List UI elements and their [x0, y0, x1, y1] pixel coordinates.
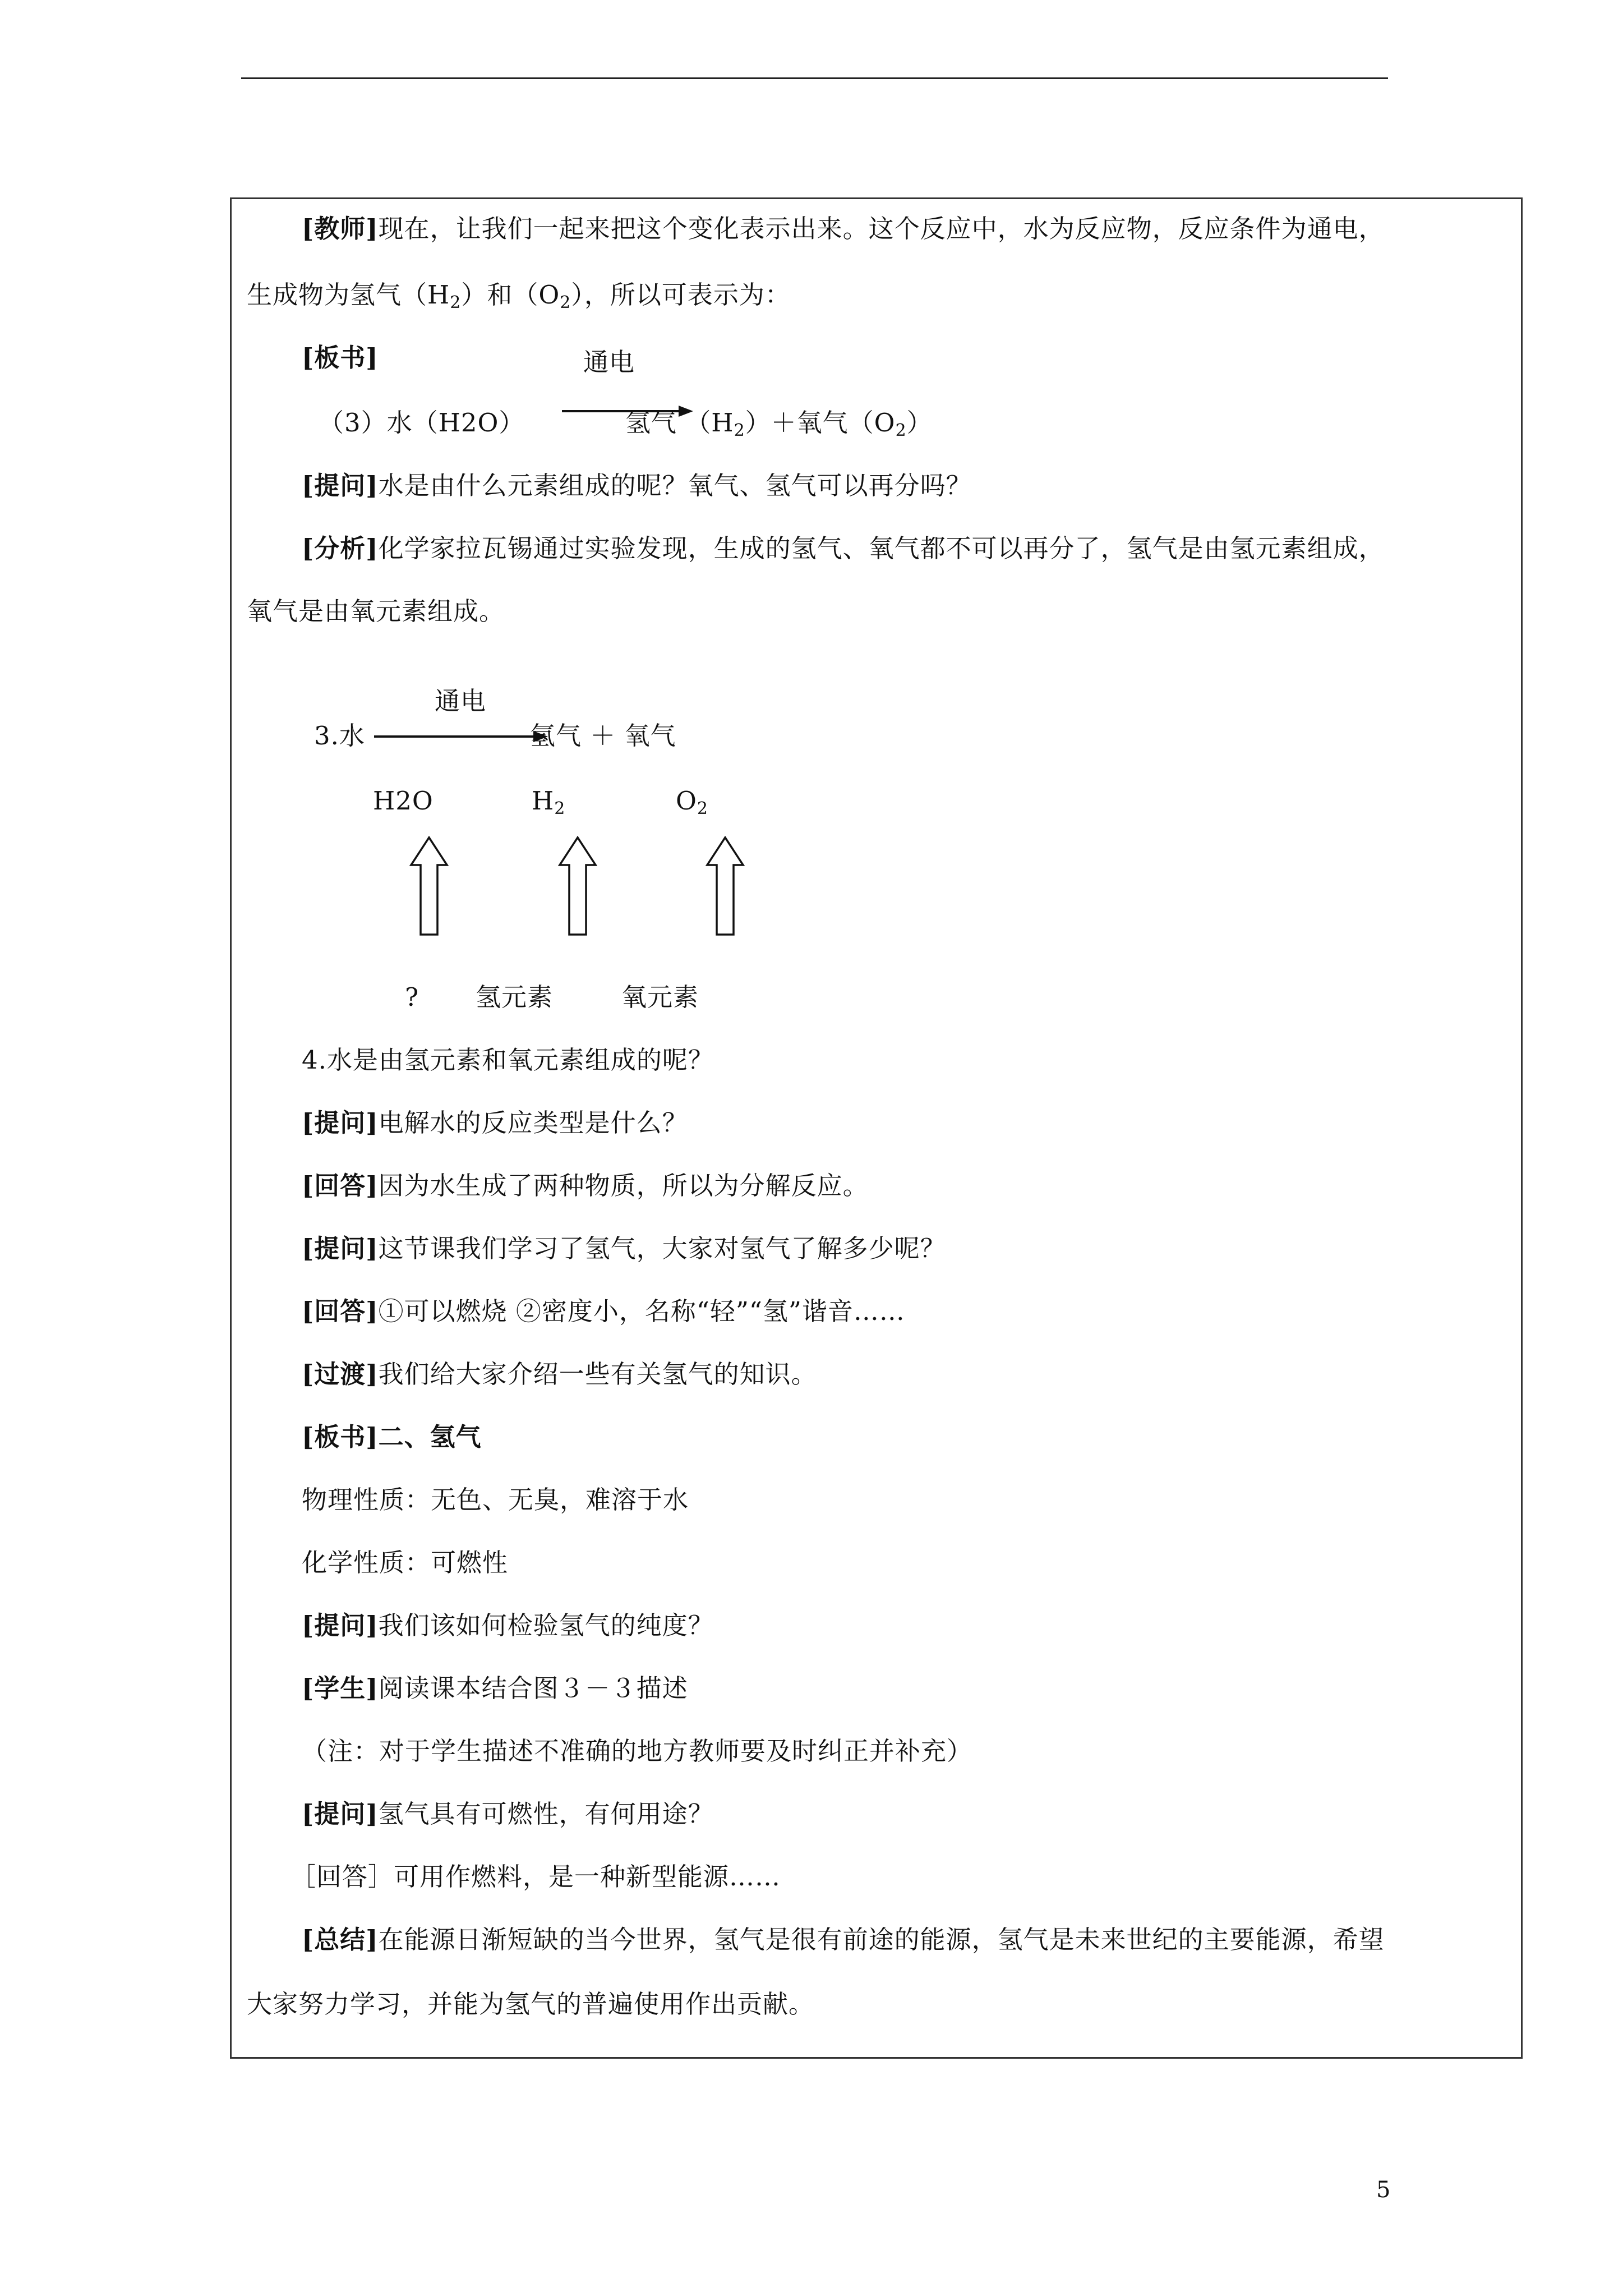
paragraph-summary-continued: 大家努力学习，并能为氢气的普遍使用作出贡献。: [247, 1989, 815, 2019]
paragraph-note: （注：对于学生描述不准确的地方教师要及时纠正并补充）: [302, 1736, 973, 1766]
paragraph-student: [学生]阅读课本结合图３－３描述: [302, 1673, 688, 1703]
label-hydrogen-element: 氢元素: [476, 982, 554, 1012]
paragraph-teacher-continued: 生成物为氢气$(H_2)$和$(O_2)$，所以可表示为：: [247, 280, 791, 312]
paragraph-board-1: [302, 342, 379, 374]
paragraph-teacher: [302, 213, 1385, 245]
reaction-right-2: 氢气 ＋ 氧气: [530, 721, 676, 751]
section-heading-hydrogen: [板书]二、氢气: [302, 1422, 482, 1452]
up-arrow-hydrogen: [558, 836, 597, 937]
tag-question: [提问]: [302, 471, 379, 500]
reaction-left-1: （3）水（H2O）: [319, 408, 525, 438]
paragraph-question-1: [提问]水是由什么元素组成的呢？氧气、氢气可以再分吗？: [302, 471, 972, 500]
reaction-arrow-2: [373, 728, 550, 745]
tag-analysis: [分析]: [302, 533, 379, 563]
paragraph-question-5: [提问]氢气具有可燃性，有何用途？: [302, 1799, 714, 1829]
up-arrow-oxygen: [706, 836, 745, 937]
paragraph-answer-3: ［回答］可用作燃料，是一种新型能源……: [291, 1862, 781, 1892]
paragraph-question-2: [提问]电解水的反应类型是什么？: [302, 1108, 688, 1138]
paragraph-question-3: [提问]这节课我们学习了氢气，大家对氢气了解多少呢？: [302, 1234, 946, 1263]
reaction-condition-2: 通电: [435, 686, 487, 716]
physical-properties: 物理性质：无色、无臭，难溶于水: [302, 1485, 689, 1515]
paragraph-analysis-continued: 氧气是由氧元素组成。: [247, 596, 505, 626]
formula-hydrogen: $H_2$: [532, 786, 566, 818]
label-oxygen-element: 氧元素: [621, 982, 699, 1012]
paragraph-question-4: [提问]我们该如何检验氢气的纯度？: [302, 1611, 714, 1640]
paragraph-summary: [总结]在能源日渐短缺的当今世界，氢气是很有前途的能源，氢气是未来世纪的主要能源，希望: [302, 1925, 1385, 1954]
chemical-properties: 化学性质：可燃性: [302, 1548, 509, 1577]
paragraph-text: 现在，让我们一起来把这个变化表示出来。这个反应中，水为反应物，反应条件为通电，: [378, 214, 1385, 243]
reaction-left-2: 3.水: [314, 721, 365, 751]
paragraph-answer-2: [回答]①可以燃烧 ②密度小，名称“轻”“氢”谐音……: [302, 1296, 905, 1326]
header-rule: [241, 77, 1388, 79]
tag-board: [板书]: [302, 343, 379, 372]
tag-teacher: [教师]: [302, 214, 379, 243]
label-unknown: ?: [405, 982, 419, 1012]
page-number: 5: [1376, 2177, 1391, 2203]
reaction-right-1: 氢气 $(H_2)+$氧气$(O_2)$: [625, 408, 933, 440]
formula-oxygen: $O_2$: [676, 786, 708, 818]
paragraph-answer-1: [回答]因为水生成了两种物质，所以为分解反应。: [302, 1171, 869, 1200]
paragraph-question-water: 4.水是由氢元素和氧元素组成的呢？: [302, 1045, 714, 1075]
reaction-condition-1: 通电: [583, 347, 635, 377]
up-arrow-water: [409, 836, 449, 937]
formula-water: H2O: [373, 786, 434, 816]
paragraph-analysis: [分析]化学家拉瓦锡通过实验发现，生成的氢气、氧气都不可以再分了，氢气是由氢元素组成，: [302, 533, 1385, 563]
paragraph-transition: [过渡]我们给大家介绍一些有关氢气的知识。: [302, 1359, 817, 1389]
